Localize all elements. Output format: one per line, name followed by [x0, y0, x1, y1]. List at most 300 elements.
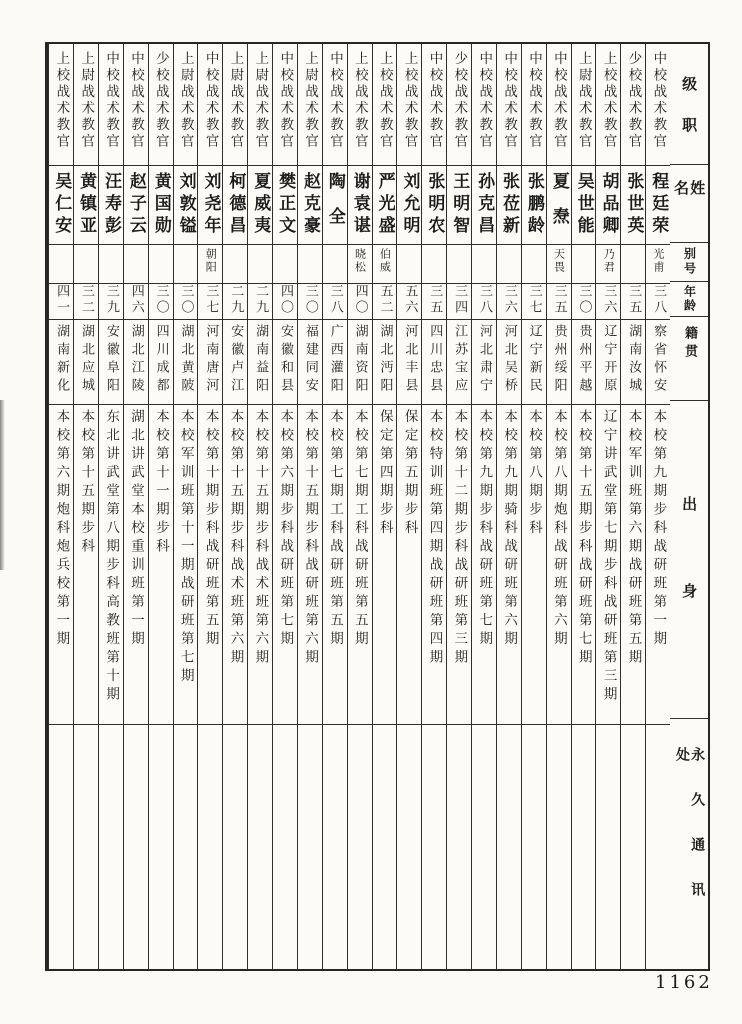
alias-cell — [298, 244, 322, 283]
age-text: 三〇 — [178, 284, 194, 316]
age-cell — [323, 283, 347, 319]
header-alias-label: 别号 — [682, 247, 697, 278]
name-text: 黄镇亚 — [76, 172, 97, 238]
name-text: 赵克豪 — [299, 172, 320, 238]
rank-text: 中校战术教官 — [127, 51, 144, 150]
origin-text: 本校第十五期步科战研班第六期 — [302, 409, 319, 668]
name-cell — [547, 165, 571, 244]
native-text: 河北丰县 — [402, 324, 418, 396]
rank-text: 中校战术教官 — [277, 51, 294, 150]
rank-text: 上校战术教官 — [600, 51, 617, 150]
name-text: 张鹏龄 — [523, 172, 544, 238]
origin-cell — [248, 404, 272, 724]
name-text: 刘敦镒 — [175, 172, 196, 238]
native-text: 湖北应城 — [78, 324, 94, 396]
permanent-address-cell — [198, 724, 222, 969]
origin-cell — [646, 404, 670, 724]
rank-cell — [149, 44, 173, 165]
origin-cell — [522, 404, 546, 724]
rank-text: 上校战术教官 — [53, 51, 70, 150]
name-text: 夏威夷 — [250, 172, 271, 238]
person-column — [98, 44, 123, 969]
name-text: 张世英 — [623, 172, 644, 238]
age-cell — [198, 283, 222, 319]
native-place-cell — [447, 319, 471, 404]
rank-cell — [596, 44, 620, 165]
rank-text: 上校战术教官 — [401, 51, 418, 150]
native-place-cell — [323, 319, 347, 404]
age-cell — [99, 283, 123, 319]
native-text: 贵州绥阳 — [551, 324, 567, 396]
age-text: 四〇 — [352, 284, 368, 316]
origin-text: 湖北讲武堂本校重训班第一期 — [127, 409, 144, 650]
origin-cell — [223, 404, 247, 724]
rank-cell — [646, 44, 670, 165]
rank-text: 少校战术教官 — [451, 51, 468, 150]
person-column — [48, 44, 73, 969]
age-cell — [124, 283, 148, 319]
rank-cell — [49, 44, 73, 165]
alias-cell — [49, 244, 73, 283]
native-text: 广西灌阳 — [327, 324, 343, 396]
age-text: 三六 — [601, 284, 617, 316]
native-place-cell — [646, 319, 670, 404]
header-rank-label: 级职 — [680, 76, 699, 158]
alias-text: 晓松 — [353, 248, 367, 274]
origin-text: 本校第六期步科战研班第七期 — [277, 409, 294, 650]
origin-cell — [472, 404, 496, 724]
rank-text: 中校战术教官 — [550, 51, 567, 150]
age-cell — [273, 283, 297, 319]
native-place-cell — [621, 319, 645, 404]
permanent-address-cell — [621, 724, 645, 969]
person-column — [347, 44, 372, 969]
permanent-address-cell — [547, 724, 571, 969]
name-text: 谢袁谌 — [349, 172, 370, 238]
native-text: 河南唐河 — [203, 324, 219, 396]
native-text: 河北吴桥 — [501, 324, 517, 396]
name-cell — [49, 165, 73, 244]
name-cell — [273, 165, 297, 244]
alias-cell — [99, 244, 123, 283]
age-cell — [223, 283, 247, 319]
person-column — [521, 44, 546, 969]
origin-text: 本校第九期骑科战研班第六期 — [501, 409, 518, 650]
origin-text: 本校第六期炮科炮兵校第一期 — [53, 409, 70, 650]
name-text: 汪寿彭 — [100, 172, 121, 238]
native-text: 贵州平越 — [576, 324, 592, 396]
native-text: 湖北黄陂 — [178, 324, 194, 396]
name-cell — [74, 165, 98, 244]
alias-cell — [174, 244, 198, 283]
origin-text: 本校第九期步科战研班第七期 — [476, 409, 493, 650]
native-place-cell — [273, 319, 297, 404]
alias-cell — [149, 244, 173, 283]
native-text: 四川忠县 — [427, 324, 443, 396]
native-text: 湖南汝城 — [626, 324, 642, 396]
origin-cell — [74, 404, 98, 724]
age-text: 五六 — [402, 284, 418, 316]
permanent-address-cell — [522, 724, 546, 969]
name-text: 柯德昌 — [225, 172, 246, 238]
name-cell — [323, 165, 347, 244]
header-name — [670, 164, 708, 242]
age-cell — [248, 283, 272, 319]
name-text: 胡品卿 — [598, 172, 619, 238]
native-place-cell — [397, 319, 421, 404]
age-text: 四六 — [128, 284, 144, 316]
age-text: 三四 — [452, 284, 468, 316]
origin-text: 本校第十五期步科战术班第六期 — [252, 409, 269, 668]
origin-text: 保定第五期步科 — [401, 409, 418, 539]
person-column — [595, 44, 620, 969]
alias-text: 乃君 — [602, 248, 616, 274]
name-text: 程廷荣 — [648, 172, 669, 238]
rank-text: 上尉战术教官 — [227, 51, 244, 150]
origin-cell — [298, 404, 322, 724]
age-cell — [596, 283, 620, 319]
rank-text: 少校战术教官 — [152, 51, 169, 150]
alias-cell — [323, 244, 347, 283]
origin-cell — [596, 404, 620, 724]
age-cell — [49, 283, 73, 319]
native-text: 湖南益阳 — [253, 324, 269, 396]
origin-text: 本校第九期步科战研班第一期 — [650, 409, 667, 650]
header-native-place — [670, 316, 708, 400]
person-column — [396, 44, 421, 969]
rank-cell — [621, 44, 645, 165]
rank-cell — [74, 44, 98, 165]
native-place-cell — [348, 319, 372, 404]
age-cell — [621, 283, 645, 319]
permanent-address-cell — [124, 724, 148, 969]
rank-cell — [99, 44, 123, 165]
rank-cell — [497, 44, 521, 165]
permanent-address-cell — [323, 724, 347, 969]
rank-cell — [298, 44, 322, 165]
permanent-address-cell — [248, 724, 272, 969]
native-place-cell — [99, 319, 123, 404]
age-cell — [174, 283, 198, 319]
name-cell — [472, 165, 496, 244]
person-column — [571, 44, 596, 969]
origin-text: 本校第十五期步科战术班第六期 — [227, 409, 244, 668]
age-cell — [74, 283, 98, 319]
native-place-cell — [74, 319, 98, 404]
name-cell — [248, 165, 272, 244]
alias-cell — [223, 244, 247, 283]
rank-cell — [273, 44, 297, 165]
native-text: 安徽和县 — [277, 324, 293, 396]
age-cell — [522, 283, 546, 319]
native-text: 湖南新化 — [54, 324, 70, 396]
rank-cell — [547, 44, 571, 165]
alias-text: 天畏 — [552, 248, 566, 274]
origin-text: 辽宁讲武堂第七期步科战研班第三期 — [600, 409, 617, 705]
alias-cell — [348, 244, 372, 283]
origin-cell — [273, 404, 297, 724]
origin-cell — [447, 404, 471, 724]
origin-cell — [547, 404, 571, 724]
person-column — [123, 44, 148, 969]
origin-text: 本校第十五期步科战研班第七期 — [575, 409, 592, 668]
origin-cell — [49, 404, 73, 724]
permanent-address-cell — [74, 724, 98, 969]
native-text: 辽宁新民 — [526, 324, 542, 396]
rank-cell — [248, 44, 272, 165]
rank-text: 上校战术教官 — [351, 51, 368, 150]
native-place-cell — [198, 319, 222, 404]
origin-cell — [373, 404, 397, 724]
header-permanent-address — [670, 718, 708, 969]
person-column — [247, 44, 272, 969]
permanent-address-cell — [223, 724, 247, 969]
alias-text: 朝阳 — [204, 248, 218, 274]
native-place-cell — [49, 319, 73, 404]
header-column — [670, 44, 708, 969]
person-column — [421, 44, 446, 969]
name-text: 严光盛 — [374, 172, 395, 238]
age-cell — [348, 283, 372, 319]
origin-text: 东北讲武堂第八期步科高教班第十期 — [103, 409, 120, 705]
rank-cell — [472, 44, 496, 165]
origin-cell — [422, 404, 446, 724]
header-rank — [670, 44, 708, 164]
permanent-address-cell — [373, 724, 397, 969]
age-text: 三七 — [203, 284, 219, 316]
person-column — [173, 44, 198, 969]
native-place-cell — [298, 319, 322, 404]
native-text: 福建同安 — [302, 324, 318, 396]
permanent-address-cell — [447, 724, 471, 969]
header-origin-label: 出身 — [680, 496, 699, 671]
name-cell — [646, 165, 670, 244]
age-cell — [646, 283, 670, 319]
rank-cell — [373, 44, 397, 165]
native-place-cell — [373, 319, 397, 404]
age-text: 三五 — [626, 284, 642, 316]
header-origin — [670, 400, 708, 717]
alias-cell — [422, 244, 446, 283]
origin-text: 本校第七期工科战研班第五期 — [351, 409, 368, 650]
age-cell — [547, 283, 571, 319]
name-cell — [621, 165, 645, 244]
permanent-address-cell — [497, 724, 521, 969]
rank-text: 上尉战术教官 — [302, 51, 319, 150]
rank-cell — [323, 44, 347, 165]
rank-text: 少校战术教官 — [625, 51, 642, 150]
origin-text: 本校第十五期步科 — [78, 409, 95, 557]
header-native-place-label: 籍贯 — [682, 326, 698, 363]
person-column — [148, 44, 173, 969]
native-place-cell — [522, 319, 546, 404]
alias-cell — [248, 244, 272, 283]
alias-cell — [472, 244, 496, 283]
age-text: 四〇 — [277, 284, 293, 316]
rank-text: 上尉战术教官 — [575, 51, 592, 150]
age-text: 三〇 — [153, 284, 169, 316]
native-place-cell — [596, 319, 620, 404]
rank-text: 中校战术教官 — [650, 51, 667, 150]
age-text: 三〇 — [576, 284, 592, 316]
origin-cell — [99, 404, 123, 724]
name-cell — [174, 165, 198, 244]
origin-text: 本校第十二期步科战研班第三期 — [451, 409, 468, 668]
native-text: 安徽阜阳 — [103, 324, 119, 396]
rank-text: 中校战术教官 — [103, 51, 120, 150]
rank-cell — [397, 44, 421, 165]
name-text: 张莅新 — [498, 172, 519, 238]
alias-cell — [373, 244, 397, 283]
name-text: 吴仁安 — [51, 172, 72, 238]
age-text: 三七 — [526, 284, 542, 316]
age-cell — [298, 283, 322, 319]
origin-text: 本校军训班第六期战研班第五期 — [625, 409, 642, 668]
header-name-label: 姓名 — [672, 179, 707, 215]
origin-cell — [348, 404, 372, 724]
name-text: 王明智 — [449, 172, 470, 238]
age-text: 三九 — [103, 284, 119, 316]
alias-cell — [447, 244, 471, 283]
age-text: 三五 — [427, 284, 443, 316]
name-cell — [497, 165, 521, 244]
permanent-address-cell — [348, 724, 372, 969]
rank-text: 中校战术教官 — [426, 51, 443, 150]
age-cell — [149, 283, 173, 319]
origin-cell — [198, 404, 222, 724]
rank-text: 上校战术教官 — [376, 51, 393, 150]
alias-cell — [646, 244, 670, 283]
name-cell — [596, 165, 620, 244]
name-text: 樊正文 — [275, 172, 296, 238]
roster-table — [45, 42, 710, 971]
origin-cell — [124, 404, 148, 724]
name-cell — [572, 165, 596, 244]
rank-text: 中校战术教官 — [202, 51, 219, 150]
person-column — [222, 44, 247, 969]
age-cell — [572, 283, 596, 319]
origin-cell — [572, 404, 596, 724]
name-text: 陶全 — [324, 172, 345, 242]
name-cell — [397, 165, 421, 244]
age-text: 二九 — [228, 284, 244, 316]
native-text: 察省怀安 — [651, 324, 667, 396]
origin-cell — [397, 404, 421, 724]
rank-text: 中校战术教官 — [326, 51, 343, 150]
native-text: 湖南资阳 — [352, 324, 368, 396]
alias-cell — [572, 244, 596, 283]
alias-cell — [198, 244, 222, 283]
native-text: 辽宁开原 — [601, 324, 617, 396]
name-cell — [522, 165, 546, 244]
name-text: 张明农 — [424, 172, 445, 238]
alias-cell — [596, 244, 620, 283]
origin-text: 本校军训班第十一期战研班第七期 — [177, 409, 194, 687]
rank-cell — [522, 44, 546, 165]
alias-cell — [273, 244, 297, 283]
rank-cell — [198, 44, 222, 165]
alias-cell — [522, 244, 546, 283]
origin-text: 本校第八期步科 — [525, 409, 542, 539]
permanent-address-cell — [149, 724, 173, 969]
native-text: 四川成都 — [153, 324, 169, 396]
age-text: 三〇 — [302, 284, 318, 316]
origin-cell — [621, 404, 645, 724]
native-place-cell — [422, 319, 446, 404]
permanent-address-cell — [422, 724, 446, 969]
age-cell — [397, 283, 421, 319]
name-cell — [373, 165, 397, 244]
native-text: 安徽卢江 — [228, 324, 244, 396]
age-cell — [447, 283, 471, 319]
native-text: 湖北沔阳 — [377, 324, 393, 396]
name-text: 刘尧年 — [200, 172, 221, 238]
person-column — [322, 44, 347, 969]
rank-cell — [348, 44, 372, 165]
rank-text: 中校战术教官 — [525, 51, 542, 150]
permanent-address-cell — [572, 724, 596, 969]
header-permanent-address-label: 永久通讯处 — [674, 746, 706, 927]
permanent-address-cell — [49, 724, 73, 969]
native-place-cell — [497, 319, 521, 404]
alias-cell — [497, 244, 521, 283]
native-place-cell — [149, 319, 173, 404]
origin-text: 本校第十期步科战研班第五期 — [202, 409, 219, 650]
age-text: 三八 — [327, 284, 343, 316]
permanent-address-cell — [596, 724, 620, 969]
person-column — [546, 44, 571, 969]
rank-cell — [572, 44, 596, 165]
alias-cell — [621, 244, 645, 283]
origin-text: 本校特训班第四期战研班第四期 — [426, 409, 443, 668]
permanent-address-cell — [472, 724, 496, 969]
rank-text: 上尉战术教官 — [78, 51, 95, 150]
native-text: 江苏宝应 — [452, 324, 468, 396]
name-cell — [223, 165, 247, 244]
native-place-cell — [124, 319, 148, 404]
person-column — [471, 44, 496, 969]
permanent-address-cell — [99, 724, 123, 969]
name-cell — [99, 165, 123, 244]
alias-cell — [124, 244, 148, 283]
person-column — [197, 44, 222, 969]
rank-cell — [124, 44, 148, 165]
rank-text: 中校战术教官 — [476, 51, 493, 150]
origin-text: 保定第四期步科 — [376, 409, 393, 539]
age-cell — [472, 283, 496, 319]
age-text: 三六 — [501, 284, 517, 316]
person-column — [645, 44, 670, 969]
age-text: 三五 — [551, 284, 567, 316]
age-text: 四一 — [54, 284, 70, 316]
person-column — [372, 44, 397, 969]
header-alias — [670, 242, 708, 281]
native-text: 湖北江陵 — [128, 324, 144, 396]
age-cell — [373, 283, 397, 319]
person-column — [297, 44, 322, 969]
origin-cell — [497, 404, 521, 724]
name-text: 孙克昌 — [474, 172, 495, 238]
origin-text: 本校第八期炮科战研班第六期 — [550, 409, 567, 650]
name-cell — [124, 165, 148, 244]
alias-cell — [397, 244, 421, 283]
header-age-label: 年龄 — [682, 285, 697, 314]
native-place-cell — [223, 319, 247, 404]
alias-cell — [74, 244, 98, 283]
name-text: 夏焘 — [548, 172, 569, 242]
name-cell — [298, 165, 322, 244]
origin-text: 本校第七期工科战研班第五期 — [326, 409, 343, 650]
